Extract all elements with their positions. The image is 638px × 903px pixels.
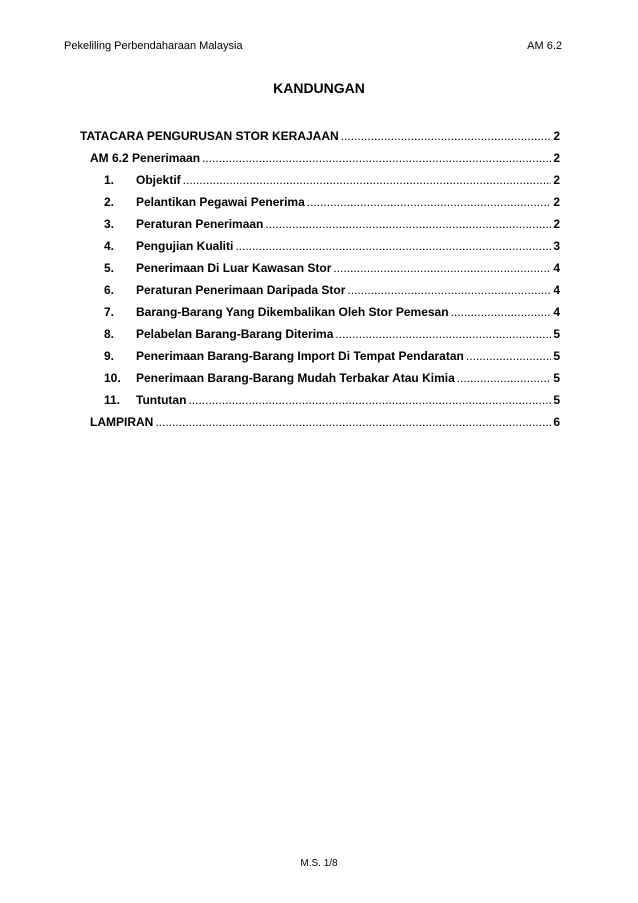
toc-entry-item[interactable] (80, 238, 560, 260)
toc-entry-page: 2 (553, 151, 560, 165)
toc-entry-page: 5 (553, 393, 560, 407)
toc-leader-dots (183, 172, 552, 188)
toc-entry-number: 2. (104, 195, 115, 209)
header-document-code: AM 6.2 (527, 40, 562, 52)
toc-leader-dots (202, 150, 551, 166)
toc-leader-dots (457, 370, 552, 386)
toc-leader-dots (265, 216, 551, 232)
toc-entry-page: 2 (553, 217, 560, 231)
toc-entry-number: 10. (104, 371, 121, 385)
toc-entry-label: Pengujian Kualiti (136, 239, 234, 253)
toc-entry-item[interactable] (80, 172, 560, 194)
toc-leader-dots (188, 392, 551, 408)
toc-entry-main-section[interactable] (80, 128, 560, 150)
toc-entry-number: 3. (104, 217, 115, 231)
toc-entry-number: 6. (104, 283, 115, 297)
toc-entry-page: 5 (553, 371, 560, 385)
toc-entry-number: 4. (104, 239, 115, 253)
toc-leader-dots (333, 260, 551, 276)
toc-entry-page: 6 (553, 415, 560, 429)
toc-entry-page: 2 (553, 173, 560, 187)
toc-entry-page: 5 (553, 327, 560, 341)
toc-entry-number: 7. (104, 305, 115, 319)
toc-entry-item[interactable] (80, 216, 560, 238)
header-document-title: Pekeliling Perbendaharaan Malaysia (64, 40, 243, 52)
toc-leader-dots (235, 238, 551, 254)
toc-entry-page: 2 (553, 195, 560, 209)
toc-entry-label: Pelantikan Pegawai Penerima (136, 195, 305, 209)
toc-entry-item[interactable] (80, 370, 560, 392)
toc-entry-subsection[interactable] (80, 150, 560, 172)
toc-entry-label: Tuntutan (136, 393, 187, 407)
toc-entry-label: Penerimaan Barang-Barang Mudah Terbakar Atau Kimia (136, 371, 455, 385)
toc-entry-page: 2 (553, 129, 560, 143)
toc-entry-number: 8. (104, 327, 115, 341)
toc-entry-label: Penerimaan Barang-Barang Import Di Tempat Pendaratan (136, 349, 464, 363)
toc-entry-number: 11. (104, 393, 121, 407)
toc-entry-page: 4 (553, 283, 560, 297)
table-of-contents (80, 128, 560, 436)
toc-entry-label: TATACARA PENGURUSAN STOR KERAJAAN (80, 129, 339, 143)
toc-entry-item[interactable] (80, 194, 560, 216)
toc-entry-label: Peraturan Penerimaan (136, 217, 264, 231)
toc-entry-item[interactable] (80, 392, 560, 414)
page-title: KANDUNGAN (273, 80, 365, 96)
toc-entry-page: 3 (553, 239, 560, 253)
toc-entry-label: LAMPIRAN (90, 415, 154, 429)
toc-entry-page: 4 (553, 305, 560, 319)
toc-entry-number: 9. (104, 349, 115, 363)
toc-entry-item[interactable] (80, 304, 560, 326)
toc-entry-page: 4 (553, 261, 560, 275)
toc-leader-dots (307, 194, 552, 210)
toc-entry-label: Penerimaan Di Luar Kawasan Stor (136, 261, 332, 275)
toc-leader-dots (466, 348, 551, 364)
toc-leader-dots (341, 128, 552, 144)
toc-leader-dots (155, 414, 551, 430)
page-number-footer: M.S. 1/8 (300, 858, 338, 869)
toc-leader-dots (451, 304, 552, 320)
toc-entry-label: Pelabelan Barang-Barang Diterima (136, 327, 334, 341)
toc-entry-number: 1. (104, 173, 115, 187)
toc-entry-number: 5. (104, 261, 115, 275)
toc-entry-item[interactable] (80, 326, 560, 348)
toc-entry-label: Objektif (136, 173, 181, 187)
toc-entry-item[interactable] (80, 260, 560, 282)
toc-entry-appendix[interactable] (80, 414, 560, 436)
toc-entry-label: Barang-Barang Yang Dikembalikan Oleh Stor Pemesan (136, 305, 449, 319)
toc-entry-item[interactable] (80, 348, 560, 370)
toc-entry-label: Peraturan Penerimaan Daripada Stor (136, 283, 346, 297)
toc-entry-label: AM 6.2 Penerimaan (90, 151, 201, 165)
toc-leader-dots (335, 326, 551, 342)
toc-entry-item[interactable] (80, 282, 560, 304)
toc-leader-dots (347, 282, 551, 298)
toc-entry-page: 5 (553, 349, 560, 363)
